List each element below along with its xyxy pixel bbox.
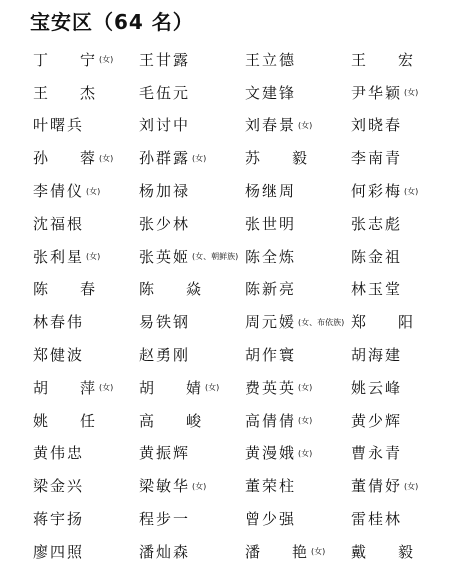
person-name: 苏 毅 <box>245 149 310 168</box>
person-name: 戴 毅 <box>351 542 416 561</box>
person-name: 张利星 <box>33 247 85 266</box>
list-item <box>33 241 139 274</box>
list-item <box>245 175 351 208</box>
person-name: 陈 春 <box>33 280 98 299</box>
list-item <box>245 372 351 405</box>
person-name: 陈 焱 <box>139 280 204 299</box>
list-item <box>139 405 245 438</box>
name-annotation: (女) <box>298 383 313 393</box>
list-item <box>351 208 453 241</box>
name-annotation: (女) <box>86 186 101 196</box>
list-item <box>351 110 453 143</box>
name-annotation: (女) <box>404 481 419 491</box>
person-name: 梁金兴 <box>33 477 85 496</box>
person-name: 廖四照 <box>33 542 85 561</box>
list-item <box>351 536 453 569</box>
list-item <box>139 241 245 274</box>
list-item <box>245 536 351 569</box>
list-item <box>351 438 453 471</box>
person-name: 郑 阳 <box>351 313 416 332</box>
list-item <box>139 438 245 471</box>
person-name: 尹华颖 <box>351 83 403 102</box>
list-item <box>139 470 245 503</box>
person-name: 黄振辉 <box>139 444 191 463</box>
person-name: 刘春景 <box>245 116 297 135</box>
name-annotation: (女) <box>311 547 326 557</box>
person-name: 陈金祖 <box>351 247 403 266</box>
name-annotation: (女) <box>192 153 207 163</box>
list-item <box>351 503 453 536</box>
name-annotation: (女) <box>404 88 419 98</box>
name-annotation: (女) <box>298 120 313 130</box>
list-item <box>33 208 139 241</box>
person-name: 姚 任 <box>33 411 98 430</box>
person-name: 胡海建 <box>351 346 403 365</box>
person-name: 程步一 <box>139 510 191 529</box>
name-annotation: (女) <box>298 448 313 458</box>
person-name: 胡 婧 <box>139 378 204 397</box>
list-item <box>351 470 453 503</box>
page-title: 宝安区（64 名） <box>30 10 194 34</box>
name-annotation: (女、朝鲜族) <box>192 252 239 262</box>
list-item <box>351 372 453 405</box>
person-name: 易铁钢 <box>139 313 191 332</box>
list-item <box>139 536 245 569</box>
person-name: 梁敏华 <box>139 477 191 496</box>
person-name: 高倩倩 <box>245 411 297 430</box>
name-annotation: (女) <box>404 186 419 196</box>
list-item <box>245 503 351 536</box>
person-name: 叶曙兵 <box>33 116 85 135</box>
list-item <box>139 503 245 536</box>
person-name: 费英英 <box>245 378 297 397</box>
list-item <box>351 44 453 77</box>
person-name: 曹永青 <box>351 444 403 463</box>
person-name: 张志彪 <box>351 214 403 233</box>
person-name: 黄少辉 <box>351 411 403 430</box>
person-name: 文建锋 <box>245 83 297 102</box>
person-name: 高 峻 <box>139 411 204 430</box>
person-name: 张英姬 <box>139 247 191 266</box>
list-item <box>33 438 139 471</box>
person-name: 王甘露 <box>139 50 191 69</box>
list-item <box>139 110 245 143</box>
list-item <box>245 142 351 175</box>
list-item <box>245 274 351 307</box>
list-item <box>33 470 139 503</box>
list-item <box>139 339 245 372</box>
person-name: 林春伟 <box>33 313 85 332</box>
list-item <box>139 175 245 208</box>
name-annotation: (女) <box>86 252 101 262</box>
list-item <box>245 306 351 339</box>
person-name: 周元媛 <box>245 313 297 332</box>
list-item <box>245 110 351 143</box>
list-item <box>351 339 453 372</box>
list-item <box>245 44 351 77</box>
name-annotation: (女) <box>192 481 207 491</box>
list-item <box>245 208 351 241</box>
person-name: 杨加禄 <box>139 182 191 201</box>
person-name: 胡作寰 <box>245 346 297 365</box>
list-item <box>139 77 245 110</box>
list-item <box>245 405 351 438</box>
list-item <box>245 241 351 274</box>
name-annotation: (女、布依族) <box>298 317 345 327</box>
list-item <box>33 536 139 569</box>
person-name: 王 杰 <box>33 83 98 102</box>
list-item <box>33 110 139 143</box>
list-item <box>33 503 139 536</box>
list-item <box>33 372 139 405</box>
list-item <box>245 77 351 110</box>
person-name: 张少林 <box>139 214 191 233</box>
person-name: 董荣柱 <box>245 477 297 496</box>
person-name: 陈新亮 <box>245 280 297 299</box>
person-name: 赵勇刚 <box>139 346 191 365</box>
person-name: 王 宏 <box>351 50 416 69</box>
person-name: 董倩妤 <box>351 477 403 496</box>
person-name: 王立德 <box>245 50 297 69</box>
person-name: 李倩仪 <box>33 182 85 201</box>
person-name: 何彩梅 <box>351 182 403 201</box>
list-item <box>139 44 245 77</box>
list-item <box>351 405 453 438</box>
person-name: 沈福根 <box>33 214 85 233</box>
list-item <box>351 77 453 110</box>
person-name: 黄伟忠 <box>33 444 85 463</box>
person-name: 郑健波 <box>33 346 85 365</box>
person-name: 林玉堂 <box>351 280 403 299</box>
list-item <box>351 142 453 175</box>
person-name: 潘 艳 <box>245 542 310 561</box>
person-name: 陈全炼 <box>245 247 297 266</box>
person-name: 胡 萍 <box>33 378 98 397</box>
name-annotation: (女) <box>99 55 114 65</box>
list-item <box>139 208 245 241</box>
person-name: 孙群露 <box>139 149 191 168</box>
list-item <box>245 339 351 372</box>
list-item <box>33 339 139 372</box>
person-name: 张世明 <box>245 214 297 233</box>
person-name: 姚云峰 <box>351 378 403 397</box>
list-item <box>139 142 245 175</box>
list-item <box>245 438 351 471</box>
list-item <box>351 175 453 208</box>
list-item <box>351 306 453 339</box>
list-item <box>139 372 245 405</box>
person-name: 丁 宁 <box>33 50 98 69</box>
name-list <box>33 44 453 569</box>
name-annotation: (女) <box>99 153 114 163</box>
list-item <box>139 274 245 307</box>
person-name: 刘讨中 <box>139 116 191 135</box>
list-item <box>33 175 139 208</box>
list-item <box>33 77 139 110</box>
person-name: 黄漫娥 <box>245 444 297 463</box>
list-item <box>351 274 453 307</box>
list-item <box>245 470 351 503</box>
name-annotation: (女) <box>298 416 313 426</box>
person-name: 杨继周 <box>245 182 297 201</box>
list-item <box>33 44 139 77</box>
list-item <box>33 405 139 438</box>
person-name: 潘灿森 <box>139 542 191 561</box>
list-item <box>33 306 139 339</box>
person-name: 毛伍元 <box>139 83 191 102</box>
person-name: 曾少强 <box>245 510 297 529</box>
person-name: 刘晓春 <box>351 116 403 135</box>
person-name: 蒋宇扬 <box>33 510 85 529</box>
list-item <box>139 306 245 339</box>
person-name: 李南青 <box>351 149 403 168</box>
person-name: 孙 蓉 <box>33 149 98 168</box>
list-item <box>33 274 139 307</box>
name-annotation: (女) <box>205 383 220 393</box>
list-item <box>33 142 139 175</box>
name-annotation: (女) <box>99 383 114 393</box>
list-item <box>351 241 453 274</box>
person-name: 雷桂林 <box>351 510 403 529</box>
